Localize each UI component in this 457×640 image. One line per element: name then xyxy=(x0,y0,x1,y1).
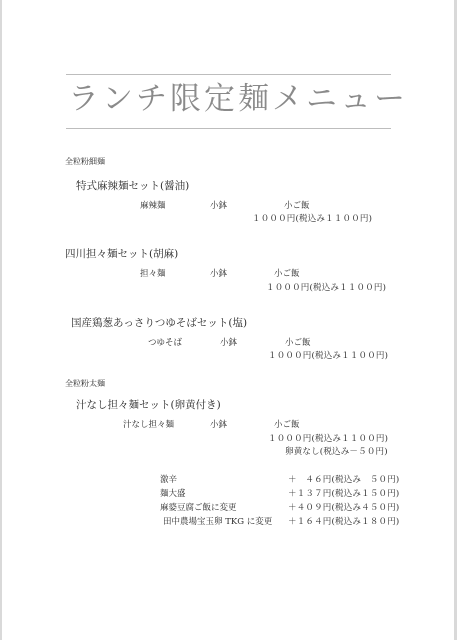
option-price: ＋１６４円(税込み１８０円) xyxy=(288,517,400,527)
set-note: 卵黄なし(税込み－５０円) xyxy=(285,447,388,457)
option-price: ＋１３７円(税込み１５０円) xyxy=(288,489,400,499)
set-price: １０００円(税込み１１００円) xyxy=(252,214,373,224)
option-price: ＋４０９円(税込み４５０円) xyxy=(288,503,400,513)
set-price: １０００円(税込み１１００円) xyxy=(268,434,389,444)
set-item: 小鉢 xyxy=(210,420,228,430)
option-price: ＋ ４６円(税込み ５０円) xyxy=(288,475,400,485)
set-item: 小ご飯 xyxy=(284,201,310,211)
set-name: 四川担々麺セット(胡麻) xyxy=(65,248,179,260)
set-price: １０００円(税込み１１００円) xyxy=(268,351,389,361)
option-label: 麺大盛 xyxy=(160,489,186,499)
set-item: 小ご飯 xyxy=(274,420,300,430)
set-item: つゆそば xyxy=(148,338,183,348)
set-item: 汁なし担々麺 xyxy=(123,420,175,430)
set-name: 汁なし担々麺セット(卵黄付き) xyxy=(76,399,221,411)
option-label: 麻婆豆腐ご飯に変更 xyxy=(160,503,237,513)
set-item: 小鉢 xyxy=(210,269,228,279)
set-item: 小鉢 xyxy=(210,201,228,211)
category-label: 全粒粉太麺 xyxy=(65,379,105,388)
category-label: 全粒粉細麺 xyxy=(65,157,105,166)
set-item: 麻辣麺 xyxy=(140,201,166,211)
title-top-rule xyxy=(66,74,391,75)
set-item: 小ご飯 xyxy=(285,338,311,348)
set-price: １０００円(税込み１１００円) xyxy=(266,283,387,293)
set-item: 担々麺 xyxy=(140,269,166,279)
set-item: 小ご飯 xyxy=(274,269,300,279)
set-item: 小鉢 xyxy=(220,338,238,348)
page-title: ランチ限定麺メニュー xyxy=(68,81,408,117)
set-name: 特式麻辣麺セット(醤油) xyxy=(76,180,190,192)
option-label: 激辛 xyxy=(160,475,178,485)
set-name: 国産鶏葱あっさりつゆそばセット(塩) xyxy=(71,317,248,329)
title-bottom-rule xyxy=(66,128,391,129)
option-label: 田中農場宝玉卵 TKG に変更 xyxy=(163,517,273,527)
menu-page xyxy=(2,0,454,640)
